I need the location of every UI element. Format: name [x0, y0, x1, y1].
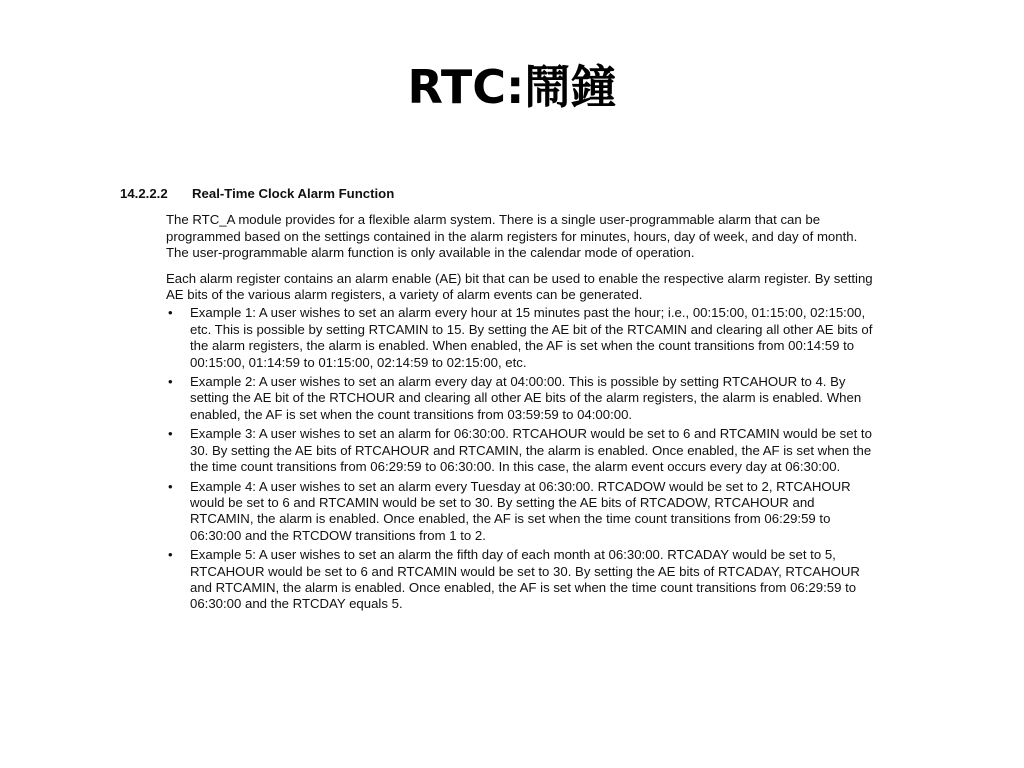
bullet-icon: • — [168, 478, 173, 494]
slide-title: RTC:鬧鐘 — [407, 60, 617, 114]
list-item — [166, 479, 880, 545]
bullet-icon: • — [168, 547, 173, 563]
example-text: Example 4: A user wishes to set an alarm every Tuesday at 06:30:00. RTCADOW would be set to 2, RTCAHOUR would be set to 6 and RTCAMIN would be set to 30. By setting the AE bits of RTCADOW, RTCAHOUR and RTCAMIN, the alarm is enabled. Once enabled, the AF is set when the time count transitions from 06:29:59 to 06:30:00 and the RTCDOW transitions from 1 to 2. — [190, 478, 851, 543]
bullet-icon: • — [168, 426, 173, 442]
example-text: Example 5: A user wishes to set an alarm the fifth day of each month at 06:30:00. RTCADAY would be set to 5, RTCAHOUR would be set to 6 and RTCAMIN would be set to 30. By setting the AE bits of RTCADAY, RTCAHOUR and RTCAMIN, the alarm is enabled. Once enabled, the AF is set when the time count transitions from 06:29:59 to 06:30:00 and the RTCDAY equals 5. — [190, 547, 860, 612]
bullet-icon: • — [168, 305, 173, 321]
document-excerpt — [120, 186, 880, 616]
bullet-icon: • — [168, 374, 173, 390]
example-text: Example 1: A user wishes to set an alarm every hour at 15 minutes past the hour; i.e., 00:15:00, 01:15:00, 02:15:00, etc. This is possible by setting RTCAMIN to 15. By setting the AE bit of the RTCAMIN and clearing all other AE bits of the alarm registers, the alarm is enabled. When enabled, the AF is set when the count transitions from 00:14:59 to 00:15:00, 01:14:59 to 01:15:00, 02:14:59 to 02:15:00, etc. — [190, 305, 873, 370]
section-number: 14.2.2.2 — [120, 186, 168, 201]
list-item — [166, 426, 880, 475]
paragraph-alarm-enable: Each alarm register contains an alarm enable (AE) bit that can be used to enable the respective alarm register. By setting AE bits of the various alarm registers, a variety of alarm events can be generated. — [166, 270, 873, 303]
example-list — [166, 305, 880, 612]
paragraph-intro: The RTC_A module provides for a flexible alarm system. There is a single user-programmable alarm that can be programmed based on the settings contained in the alarm registers for minutes, hours, day of week, and day of month. The user-programmable alarm function is only available in the calendar mode of operation. — [166, 212, 858, 261]
list-item — [166, 547, 880, 613]
list-item — [166, 374, 880, 423]
section-heading — [120, 186, 880, 202]
example-text: Example 3: A user wishes to set an alarm for 06:30:00. RTCAHOUR would be set to 6 and RTCAMIN would be set to 30. By setting the AE bits of RTCAHOUR and RTCAMIN, the alarm is enabled. Once enabled, the AF is set when the the time count transitions from 06:29:59 to 06:30:00. In this case, the alarm event occurs every day at 06:30:00. — [190, 426, 872, 475]
section-title: Real-Time Clock Alarm Function — [192, 186, 395, 201]
list-item — [166, 305, 880, 371]
example-text: Example 2: A user wishes to set an alarm every day at 04:00:00. This is possible by setting RTCAHOUR to 4. By setting the AE bit of the RTCHOUR and clearing all other AE bits of the alarm registers, the alarm is enabled. When enabled, the AF is set when the count transitions from 03:59:59 to 04:00:00. — [190, 374, 862, 422]
